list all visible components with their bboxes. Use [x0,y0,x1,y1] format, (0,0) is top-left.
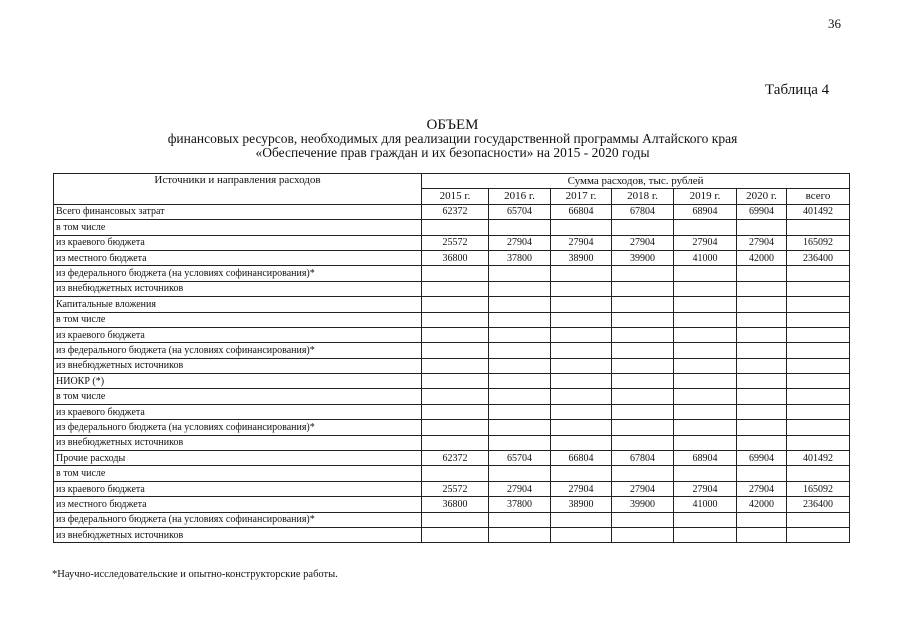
table-row [54,312,850,327]
value-cell [551,374,612,389]
row-label: в том числе [54,466,422,481]
table-row [54,435,850,450]
row-label: из федерального бюджета (на условиях софинансирования)* [54,343,422,358]
value-cell [551,281,612,296]
value-cell [551,220,612,235]
value-cell [551,435,612,450]
page-number: 36 [828,16,841,31]
table-row [54,250,850,265]
value-cell [422,527,489,542]
value-cell [612,220,674,235]
row-label: Капитальные вложения [54,297,422,312]
value-cell [422,512,489,527]
value-cell [551,389,612,404]
table-row [54,420,850,435]
value-cell [489,297,551,312]
year-column-header: 2017 г. [551,189,612,204]
value-cell [489,420,551,435]
value-cell [422,389,489,404]
value-cell: 27904 [612,235,674,250]
year-column-header: 2019 г. [674,189,737,204]
value-cell: 27904 [674,481,737,496]
value-cell [612,312,674,327]
value-cell [422,327,489,342]
value-cell [737,435,787,450]
value-cell [612,327,674,342]
value-cell [422,374,489,389]
value-cell [612,435,674,450]
table-row [54,404,850,419]
value-cell [489,220,551,235]
value-cell: 62372 [422,204,489,219]
value-cell: 41000 [674,497,737,512]
header-row-top [54,174,850,189]
value-cell [422,404,489,419]
value-cell [489,527,551,542]
value-cell [737,404,787,419]
value-cell: 38900 [551,250,612,265]
table-row [54,527,850,542]
document-title [0,118,905,160]
value-cell [787,466,850,481]
year-column-header: 2020 г. [737,189,787,204]
row-label: из краевого бюджета [54,327,422,342]
value-cell [787,404,850,419]
row-label: Всего финансовых затрат [54,204,422,219]
value-cell [551,420,612,435]
value-cell [612,297,674,312]
value-cell [489,281,551,296]
table-row [54,343,850,358]
value-cell [787,281,850,296]
value-cell: 65704 [489,451,551,466]
row-label: из внебюджетных источников [54,527,422,542]
row-label: из федерального бюджета (на условиях софинансирования)* [54,420,422,435]
value-cell: 42000 [737,250,787,265]
value-cell [674,420,737,435]
value-cell [422,297,489,312]
table-label: Таблица 4 [765,82,830,98]
value-cell: 27904 [551,481,612,496]
value-cell [422,358,489,373]
row-label: из краевого бюджета [54,235,422,250]
table-row [54,389,850,404]
value-cell: 36800 [422,250,489,265]
value-cell: 27904 [489,481,551,496]
value-cell [787,512,850,527]
value-cell [674,435,737,450]
value-cell [489,374,551,389]
financial-resources-table [53,173,850,543]
value-cell [612,389,674,404]
value-cell: 25572 [422,235,489,250]
value-cell [674,281,737,296]
row-label: из внебюджетных источников [54,358,422,373]
table-row [54,358,850,373]
value-cell [489,358,551,373]
value-cell [489,435,551,450]
value-cell: 62372 [422,451,489,466]
value-cell: 27904 [737,481,787,496]
table-row [54,374,850,389]
value-cell: 67804 [612,204,674,219]
value-cell: 66804 [551,204,612,219]
value-cell [674,374,737,389]
value-cell [612,466,674,481]
value-cell [612,266,674,281]
value-cell [489,512,551,527]
value-cell: 68904 [674,451,737,466]
table-row [54,281,850,296]
value-cell [422,466,489,481]
row-label: Прочие расходы [54,451,422,466]
row-label: из краевого бюджета [54,481,422,496]
value-cell [551,466,612,481]
value-cell: 38900 [551,497,612,512]
value-cell [489,343,551,358]
value-cell [551,404,612,419]
value-cell [612,358,674,373]
value-cell [737,281,787,296]
title-line-2: финансовых ресурсов, необходимых для реализации государственной программы Алтайского края [167,131,738,146]
value-cell [489,466,551,481]
value-cell [551,266,612,281]
value-cell [787,266,850,281]
value-cell [489,404,551,419]
table-row [54,327,850,342]
value-cell: 65704 [489,204,551,219]
value-cell [787,358,850,373]
value-cell [737,512,787,527]
value-cell [737,312,787,327]
value-cell [551,358,612,373]
year-column-header: 2015 г. [422,189,489,204]
table-row [54,466,850,481]
value-cell [489,389,551,404]
value-cell: 39900 [612,250,674,265]
row-label: из краевого бюджета [54,404,422,419]
value-cell [674,312,737,327]
value-cell [551,512,612,527]
value-cell: 25572 [422,481,489,496]
value-cell [787,435,850,450]
value-cell: 401492 [787,451,850,466]
value-cell: 41000 [674,250,737,265]
value-cell: 27904 [674,235,737,250]
value-cell [422,220,489,235]
value-cell [737,266,787,281]
value-cell [674,358,737,373]
title-line-3: «Обеспечение прав граждан и их безопасности» на 2015 - 2020 годы [255,145,650,160]
value-cell: 39900 [612,497,674,512]
value-cell [674,466,737,481]
value-cell: 69904 [737,451,787,466]
value-cell: 236400 [787,497,850,512]
value-cell [674,512,737,527]
table-row [54,451,850,466]
value-cell [422,343,489,358]
value-cell: 66804 [551,451,612,466]
value-cell: 27904 [551,235,612,250]
title-line-1: ОБЪЕМ [426,117,479,133]
value-cell [737,297,787,312]
value-cell [787,343,850,358]
value-cell [612,420,674,435]
row-label: в том числе [54,220,422,235]
table-row [54,235,850,250]
value-cell [787,220,850,235]
value-cell [422,281,489,296]
value-cell [787,297,850,312]
value-cell: 236400 [787,250,850,265]
row-label: НИОКР (*) [54,374,422,389]
value-cell [612,374,674,389]
value-cell [737,374,787,389]
value-cell [787,312,850,327]
value-cell [422,435,489,450]
footnote: *Научно-исследовательские и опытно-конструкторские работы. [52,569,338,580]
row-label: из внебюджетных источников [54,281,422,296]
year-column-header: 2016 г. [489,189,551,204]
row-label: из федерального бюджета (на условиях софинансирования)* [54,266,422,281]
value-cell [737,220,787,235]
value-cell [612,404,674,419]
value-cell [737,389,787,404]
row-label: из местного бюджета [54,497,422,512]
value-cell: 37800 [489,497,551,512]
value-cell [787,527,850,542]
value-cell [737,358,787,373]
value-cell: 27904 [737,235,787,250]
table-row [54,204,850,219]
value-cell [489,327,551,342]
value-cell [674,404,737,419]
value-cell [674,389,737,404]
value-cell [674,220,737,235]
value-cell [737,420,787,435]
source-column-header: Источники и направления расходов [54,174,422,205]
value-cell [612,527,674,542]
value-cell [422,312,489,327]
value-cell [674,527,737,542]
value-cell [787,389,850,404]
value-cell [787,420,850,435]
value-cell [737,327,787,342]
value-cell [787,327,850,342]
value-cell: 27904 [489,235,551,250]
row-label: из внебюджетных источников [54,435,422,450]
value-cell: 27904 [612,481,674,496]
table-row [54,481,850,496]
table-row [54,266,850,281]
table-row [54,497,850,512]
row-label: из местного бюджета [54,250,422,265]
value-cell [737,343,787,358]
value-cell [737,466,787,481]
value-cell [737,527,787,542]
value-cell [551,297,612,312]
value-cell [489,266,551,281]
value-cell [612,343,674,358]
value-cell: 37800 [489,250,551,265]
value-cell [551,327,612,342]
value-cell: 68904 [674,204,737,219]
year-column-header: всего [787,189,850,204]
value-cell [422,420,489,435]
value-cell: 165092 [787,235,850,250]
value-cell: 69904 [737,204,787,219]
value-cell [674,266,737,281]
value-cell: 36800 [422,497,489,512]
row-label: в том числе [54,389,422,404]
table-row [54,297,850,312]
value-cell [422,266,489,281]
value-cell [674,343,737,358]
value-cell [551,527,612,542]
value-cell: 165092 [787,481,850,496]
table-row [54,220,850,235]
row-label: из федерального бюджета (на условиях софинансирования)* [54,512,422,527]
amount-column-header: Сумма расходов, тыс. рублей [422,174,850,189]
value-cell [551,312,612,327]
value-cell [787,374,850,389]
value-cell: 42000 [737,497,787,512]
value-cell [551,343,612,358]
value-cell [489,312,551,327]
value-cell [612,512,674,527]
value-cell: 401492 [787,204,850,219]
value-cell [674,327,737,342]
table-row [54,512,850,527]
value-cell [612,281,674,296]
value-cell [674,297,737,312]
value-cell: 67804 [612,451,674,466]
row-label: в том числе [54,312,422,327]
year-column-header: 2018 г. [612,189,674,204]
